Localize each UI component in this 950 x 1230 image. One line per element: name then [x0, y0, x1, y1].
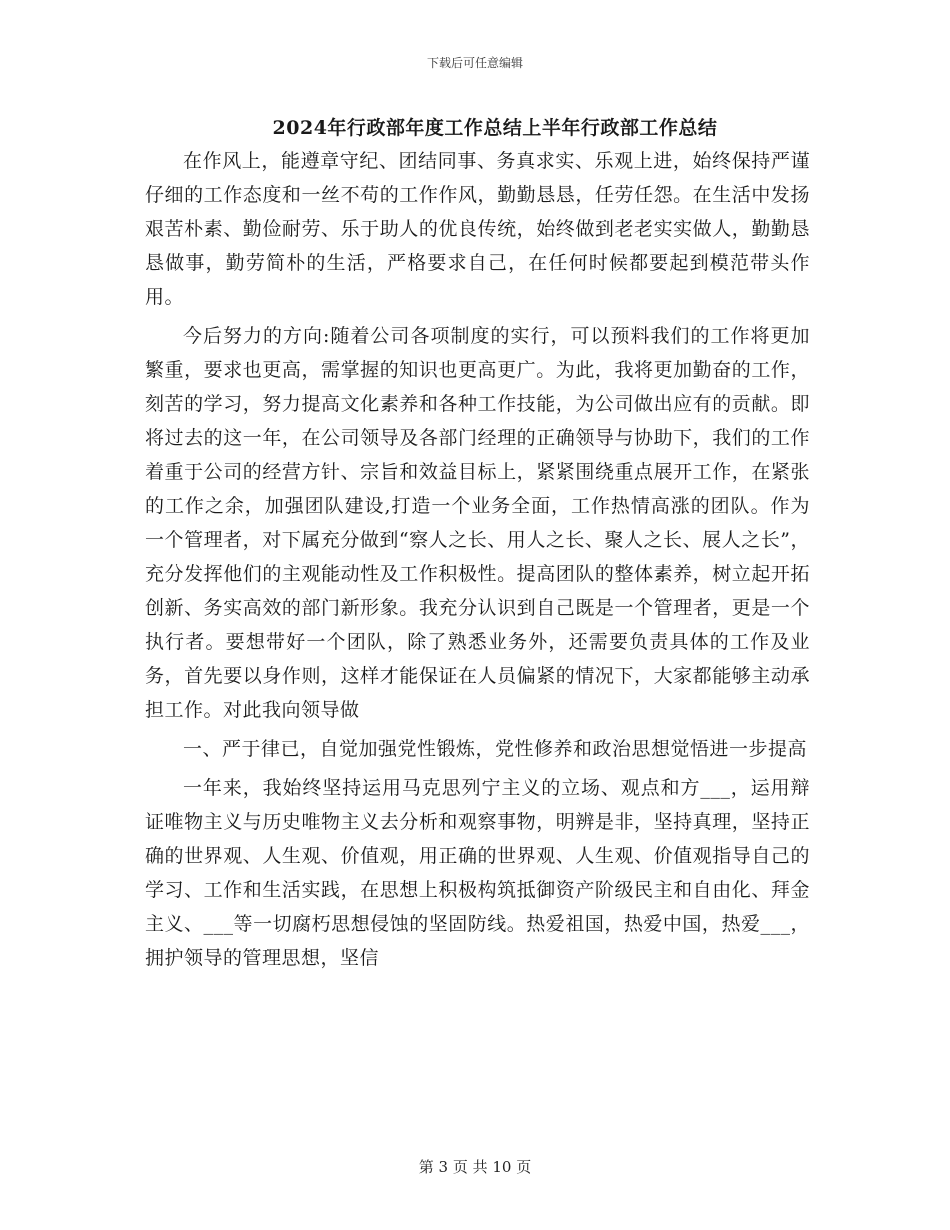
paragraph: 一年来，我始终坚持运用马克思列宁主义的立场、观点和方___，运用辩证唯物主义与历史唯物主义去分析和观察事物，明辨是非，坚持真理，坚持正确的世界观、人生观、价值观，用正确的世界观、人生观、价值观指导自己的学习、工作和生活实践，在思想上积极构筑抵御资产阶级民主和自由化、拜金主义、___等一切腐朽思想侵蚀的坚固防线。热爱祖国，热爱中国，热爱___，拥护领导的管理思想，坚信	[145, 777, 810, 969]
page-number: 第 3 页 共 10 页	[418, 1158, 532, 1176]
paragraph: 在作风上，能遵章守纪、团结同事、务真求实、乐观上进，始终保持严谨仔细的工作态度和一丝不苟的工作作风，勤勤恳恳，任劳任怨。在生活中发扬艰苦朴素、勤俭耐劳、乐于助人的优良传统，始终做到老老实实做人，勤勤恳恳做事，勤劳简朴的生活，严格要求自己，在任何时候都要起到模范带头作用。	[145, 150, 810, 308]
document-body	[145, 144, 810, 980]
document-title: 2024年行政部年度工作总结上半年行政部工作总结	[272, 117, 718, 139]
paragraph: 一、严于律已，自觉加强党性锻炼，党性修养和政治思想觉悟进一步提高	[183, 738, 808, 760]
header-note: 下载后可任意编辑	[426, 56, 523, 70]
paragraph: 今后努力的方向:随着公司各项制度的实行，可以预料我们的工作将更加繁重，要求也更高，需掌握的知识也更高更广。为此，我将更加勤奋的工作，刻苦的学习，努力提高文化素养和各种工作技能，为公司做出应有的贡献。即将过去的这一年，在公司领导及各部门经理的正确领导与协助下，我们的工作着重于公司的经营方针、宗旨和效益目标上，紧紧围绕重点展开工作，在紧张的工作之余，加强团队建设,打造一个业务全面，工作热情高涨的团队。作为一个管理者，对下属充分做到“察人之长、用人之长、聚人之长、展人之长”，充分发挥他们的主观能动性及工作积极性。提高团队的整体素养，树立起开拓创新、务实高效的部门新形象。我充分认识到自己既是一个管理者，更是一个执行者。要想带好一个团队，除了熟悉业务外，还需要负责具体的工作及业务，首先要以身作则，这样才能保证在人员偏紧的情况下，大家都能够主动承担工作。对此我向领导做	[145, 325, 810, 721]
